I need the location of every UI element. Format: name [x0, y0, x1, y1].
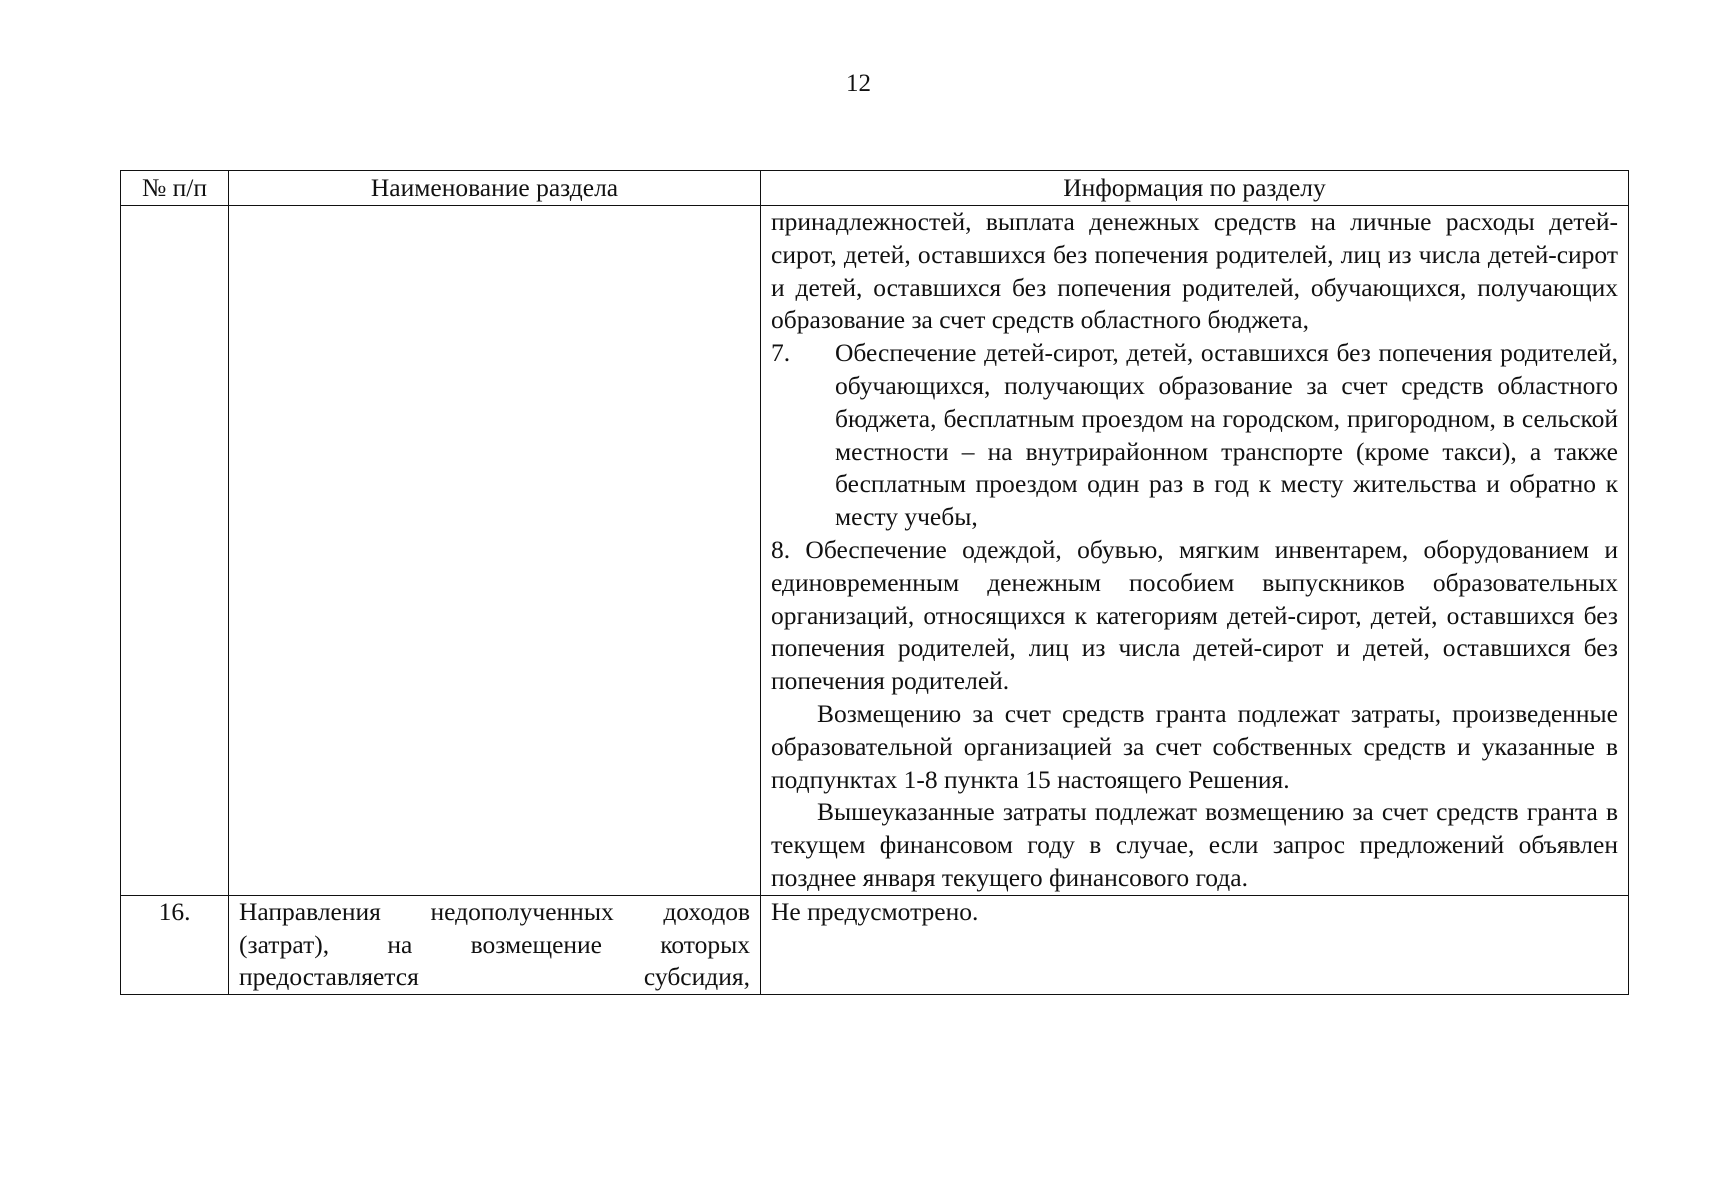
cell-num-continuation [121, 206, 229, 896]
cell-info-16: Не предусмотрено. [761, 895, 1629, 994]
header-num: № п/п [121, 171, 229, 206]
section-name-16: Направления недополученных доходов (затрат), на возмещение которых предоставляется субсидия, [239, 896, 750, 992]
cell-name-16 [229, 895, 761, 994]
info-item-7 [771, 337, 1618, 534]
info-paragraph-continued: принадлежностей, выплата денежных средств на личные расходы детей-сирот, детей, оставшихся без попечения родителей, лиц из числа детей-сирот и детей, оставшихся без попечения родителей, обучающихся, получающих образование за счет средств областного бюджета, [771, 207, 1618, 335]
section-info-table [120, 170, 1629, 995]
header-section-info: Информация по разделу [761, 171, 1629, 206]
info-item-8: 8. Обеспечение одеждой, обувью, мягким инвентарем, оборудованием и единовременным денежным пособием выпускников образовательных организаций, относящихся к категориям детей-сирот, детей, оставшихся без попечения родителей, лиц из числа детей-сирот и детей, оставшихся без попечения родителей. [771, 534, 1618, 696]
table-header-row [121, 171, 1629, 206]
cell-info-continuation [761, 206, 1629, 896]
page-number: 12 [846, 70, 871, 97]
cell-num-16: 16. [121, 895, 229, 994]
table-row-continuation [121, 206, 1629, 896]
header-section-name: Наименование раздела [229, 171, 761, 206]
info-paragraph-reimbursement: Возмещению за счет средств гранта подлежат затраты, произведенные образовательной организацией за счет собственных средств и указанные в подпунктах 1-8 пункта 15 настоящего Решения. [771, 698, 1618, 794]
table-row-16 [121, 895, 1629, 994]
item-7-number: 7. [771, 338, 791, 368]
item-7-text: Обеспечение детей-сирот, детей, оставшихся без попечения родителей, обучающихся, получающих образование за счет средств областного бюджета, бесплатным проездом на городском, пригородном, в сельской местности – на внутрирайонном транспорте (кроме такси), а также бесплатным проездом один раз в год к месту жительства и обратно к месту учебы, [835, 338, 1618, 532]
info-paragraph-above-costs: Вышеуказанные затраты подлежат возмещению за счет средств гранта в текущем финансовом году в случае, если запрос предложений объявлен позднее января текущего финансового года. [771, 797, 1618, 892]
cell-name-continuation [229, 206, 761, 896]
